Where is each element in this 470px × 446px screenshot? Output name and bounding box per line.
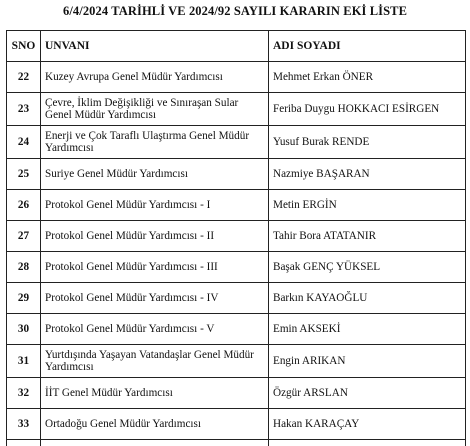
header-ad-soyad: ADI SOYADI: [269, 31, 466, 62]
row-unvan: Protokol Genel Müdür Yardımcısı - III: [41, 252, 269, 283]
row-ad-soyad: Metin ERGİN: [269, 190, 466, 221]
row-ad-soyad: Engin ARIKAN: [269, 345, 466, 378]
table-row: [7, 283, 466, 314]
row-ad-soyad: Başak GENÇ YÜKSEL: [269, 252, 466, 283]
row-unvan: İİT Genel Müdür Yardımcısı: [41, 378, 269, 409]
row-ad-soyad: Nazmiye BAŞARAN: [269, 159, 466, 190]
row-unvan: Protokol Genel Müdür Yardımcısı - I: [41, 190, 269, 221]
empty-cell: [269, 440, 466, 446]
table-row: [7, 93, 466, 126]
row-sno: 25: [7, 159, 41, 190]
row-sno: 30: [7, 314, 41, 345]
row-ad-soyad: Hakan KARAÇAY: [269, 409, 466, 440]
row-unvan: Protokol Genel Müdür Yardımcısı - II: [41, 221, 269, 252]
document-title: 6/4/2024 TARİHLİ VE 2024/92 SAYILI KARARIN EKİ LİSTE: [0, 4, 470, 19]
row-sno: 29: [7, 283, 41, 314]
row-unvan: Ortadoğu Genel Müdür Yardımcısı: [41, 409, 269, 440]
row-unvan: Kuzey Avrupa Genel Müdür Yardımcısı: [41, 62, 269, 93]
row-sno: 32: [7, 378, 41, 409]
row-unvan: Protokol Genel Müdür Yardımcısı - IV: [41, 283, 269, 314]
table-row: [7, 126, 466, 159]
table-row: [7, 62, 466, 93]
row-unvan: Enerji ve Çok Taraflı Ulaştırma Genel Müdür Yardımcısı: [41, 126, 269, 159]
row-ad-soyad: Özgür ARSLAN: [269, 378, 466, 409]
table-row: [7, 159, 466, 190]
table-row: [7, 252, 466, 283]
row-sno: 23: [7, 93, 41, 126]
table-row: [7, 409, 466, 440]
row-unvan: Suriye Genel Müdür Yardımcısı: [41, 159, 269, 190]
table-row: [7, 314, 466, 345]
row-sno: 24: [7, 126, 41, 159]
header-unvan: UNVANI: [41, 31, 269, 62]
table-row: [7, 190, 466, 221]
header-sno: SNO: [7, 31, 41, 62]
table-header-row: [7, 31, 466, 62]
table-row: [7, 221, 466, 252]
row-ad-soyad: Barkın KAYAOĞLU: [269, 283, 466, 314]
row-sno: 26: [7, 190, 41, 221]
table-row: [7, 378, 466, 409]
row-sno: 28: [7, 252, 41, 283]
row-sno: 31: [7, 345, 41, 378]
row-unvan: Yurtdışında Yaşayan Vatandaşlar Genel Müdür Yardımcısı: [41, 345, 269, 378]
row-sno: 33: [7, 409, 41, 440]
row-unvan: Çevre, İklim Değişikliği ve Sınıraşan Sular Genel Müdür Yardımcısı: [41, 93, 269, 126]
row-ad-soyad: Tahir Bora ATATANIR: [269, 221, 466, 252]
row-ad-soyad: Emin AKSEKİ: [269, 314, 466, 345]
row-ad-soyad: Mehmet Erkan ÖNER: [269, 62, 466, 93]
empty-cell: [41, 440, 269, 446]
table-row-cut-off: [7, 440, 466, 446]
row-ad-soyad: Yusuf Burak RENDE: [269, 126, 466, 159]
empty-cell: [7, 440, 41, 446]
table-row: [7, 345, 466, 378]
row-sno: 27: [7, 221, 41, 252]
appointment-table: [6, 30, 466, 446]
row-sno: 22: [7, 62, 41, 93]
row-unvan: Protokol Genel Müdür Yardımcısı - V: [41, 314, 269, 345]
row-ad-soyad: Feriba Duygu HOKKACI ESİRGEN: [269, 93, 466, 126]
